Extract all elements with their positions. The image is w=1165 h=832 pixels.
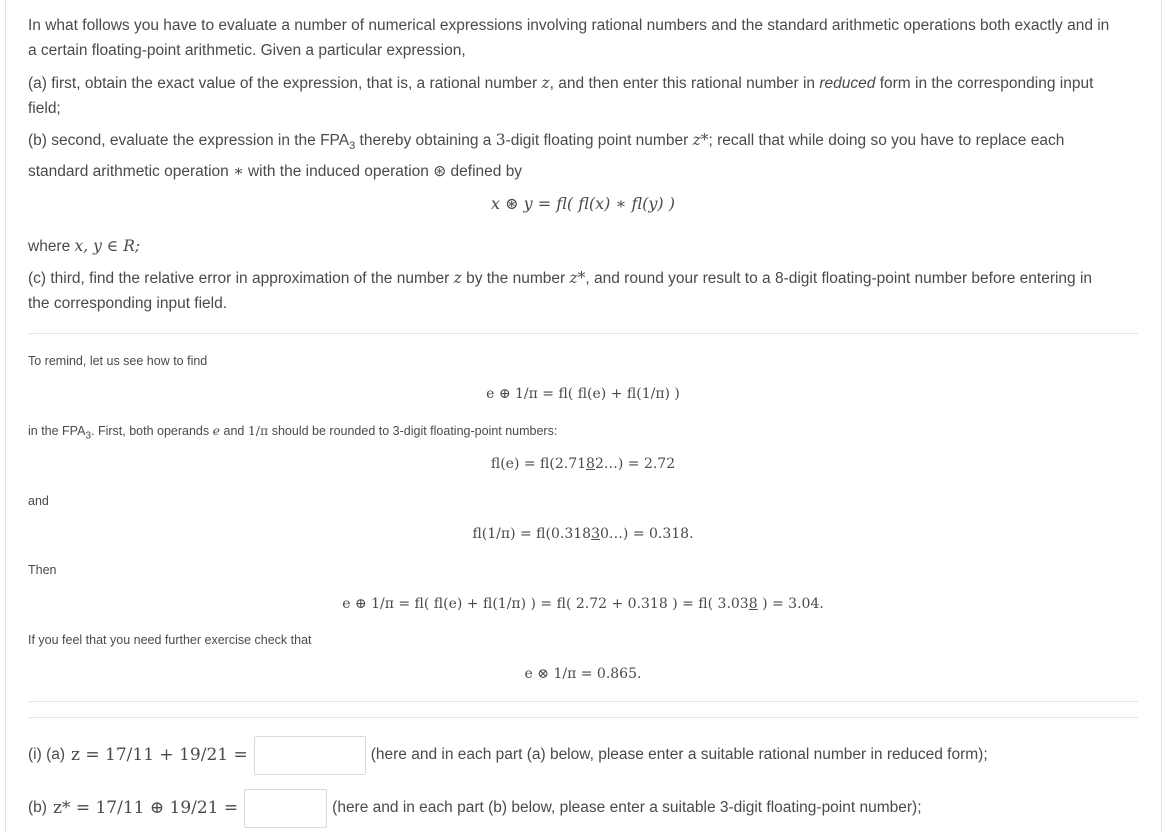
q1a-answer-input[interactable] [254,736,366,775]
and-text: and [28,494,49,508]
definition-formula: x ⊛ y = fl( fl(x) ∗ fl(y) ) [491,194,675,213]
part-a-reduced: reduced [819,75,876,92]
part-b-text [28,128,1138,184]
part-b-line2-post: defined by [450,163,523,181]
fpa-text [28,422,1138,446]
fpa-sub: 3 [85,430,91,442]
part-a-post: form in the corresponding input [879,75,1094,92]
part-a-pre: (a) first, obtain the exact value of the expression, that is, a rational number [28,75,538,92]
example-formula-5: e ⊗ 1/π = 0.865. [524,666,642,682]
part-c-mid: by the number [466,270,566,287]
q1b-expr: z* = 17/11 ⊕ 19/21 = [52,798,239,818]
example-formula-4: e ⊕ 1/π = fl( fl(e) + fl(1/π) ) = fl( 2.72 + 0.318 ) = fl( 3.038 ) = 3.04. [342,596,824,612]
remind-text: To remind, let us see how to find [28,354,208,368]
rounding-digit-1: 8 [586,456,595,472]
q1b-answer-input[interactable] [244,789,327,828]
part-c-z: z [453,269,462,287]
part-a-var: z [541,74,550,92]
part-b-line2-mid: with the induced operation [247,163,429,181]
part-b-mid: thereby obtaining a [359,132,492,149]
part-b-line2-pre: standard arithmetic operation [28,163,229,181]
where-math: x, y ∈ R; [74,237,141,255]
divider-3 [28,717,1138,718]
part-c-zstar: z* [569,269,586,287]
further-text: If you feel that you need further exercise check that [28,633,312,647]
q1b-label: (b) [28,799,47,816]
fpa-mid: . First, both operands [91,424,210,438]
part-b-mid2: -digit floating point number [505,132,689,149]
intro-section [28,13,1138,63]
part-a-text [28,71,1138,121]
part-b-pre: (b) second, evaluate the expression in the FPA [28,132,350,149]
part-c-line-2: the corresponding input field. [28,295,228,312]
fpa-post: should be rounded to 3-digit floating-point numbers: [271,424,558,438]
part-b-sub: 3 [349,140,356,153]
part-b-zstar: z* [692,131,709,149]
example-formula-2: fl(e) = fl(2.7182…) = 2.72 [490,456,676,472]
fpa-pi: 1/π [247,423,269,438]
intro-line-1: In what follows you have to evaluate a number of numerical expressions involving rational numbers and the standard arithmetic operations both exactly and in [28,17,1110,34]
q1a-expr: z = 17/11 + 19/21 = [71,745,248,765]
question-1a [28,735,1138,775]
part-c-pre: (c) third, find the relative error in approximation of the number [28,270,450,287]
part-a-mid: , and then enter this rational number in [549,75,816,92]
then-text: Then [28,563,57,577]
divider-1 [28,333,1138,334]
fpa-e: e [212,423,221,438]
where-pre: where [28,238,71,255]
question-1b [28,788,1138,828]
intro-line-2: a certain floating-point arithmetic. Given a particular expression, [28,42,466,59]
where-line [28,234,1138,259]
part-c-text [28,266,1138,316]
part-c-post: , and round your result to a 8-digit floating-point number before entering in [585,270,1093,287]
divider-2 [28,701,1138,702]
q1b-hint: (here and in each part (b) below, please enter a suitable 3-digit floating-point number); [332,799,922,816]
fpa-and: and [223,424,245,438]
part-b-post: ; recall that while doing so you have to replace each [708,132,1065,149]
fpa-pre: in the FPA [28,424,86,438]
q1a-hint: (here and in each part (a) below, please enter a suitable rational number in reduced form); [370,746,988,763]
part-b-ast: ∗ [233,162,244,181]
example-formula-1: e ⊕ 1/π = fl( fl(e) + fl(1/π) ) [486,386,680,402]
page-frame [5,0,1162,832]
part-b-3: 3 [495,131,506,149]
part-b-circ: ⊛ [433,163,447,181]
rounding-digit-2: 3 [591,526,600,542]
q1a-label: (i) (a) [28,746,66,763]
rounding-digit-3: 8 [748,596,758,612]
part-a-line-2: field; [28,100,61,117]
example-formula-3: fl(1/π) = fl(0.31830…) = 0.318. [472,526,694,542]
